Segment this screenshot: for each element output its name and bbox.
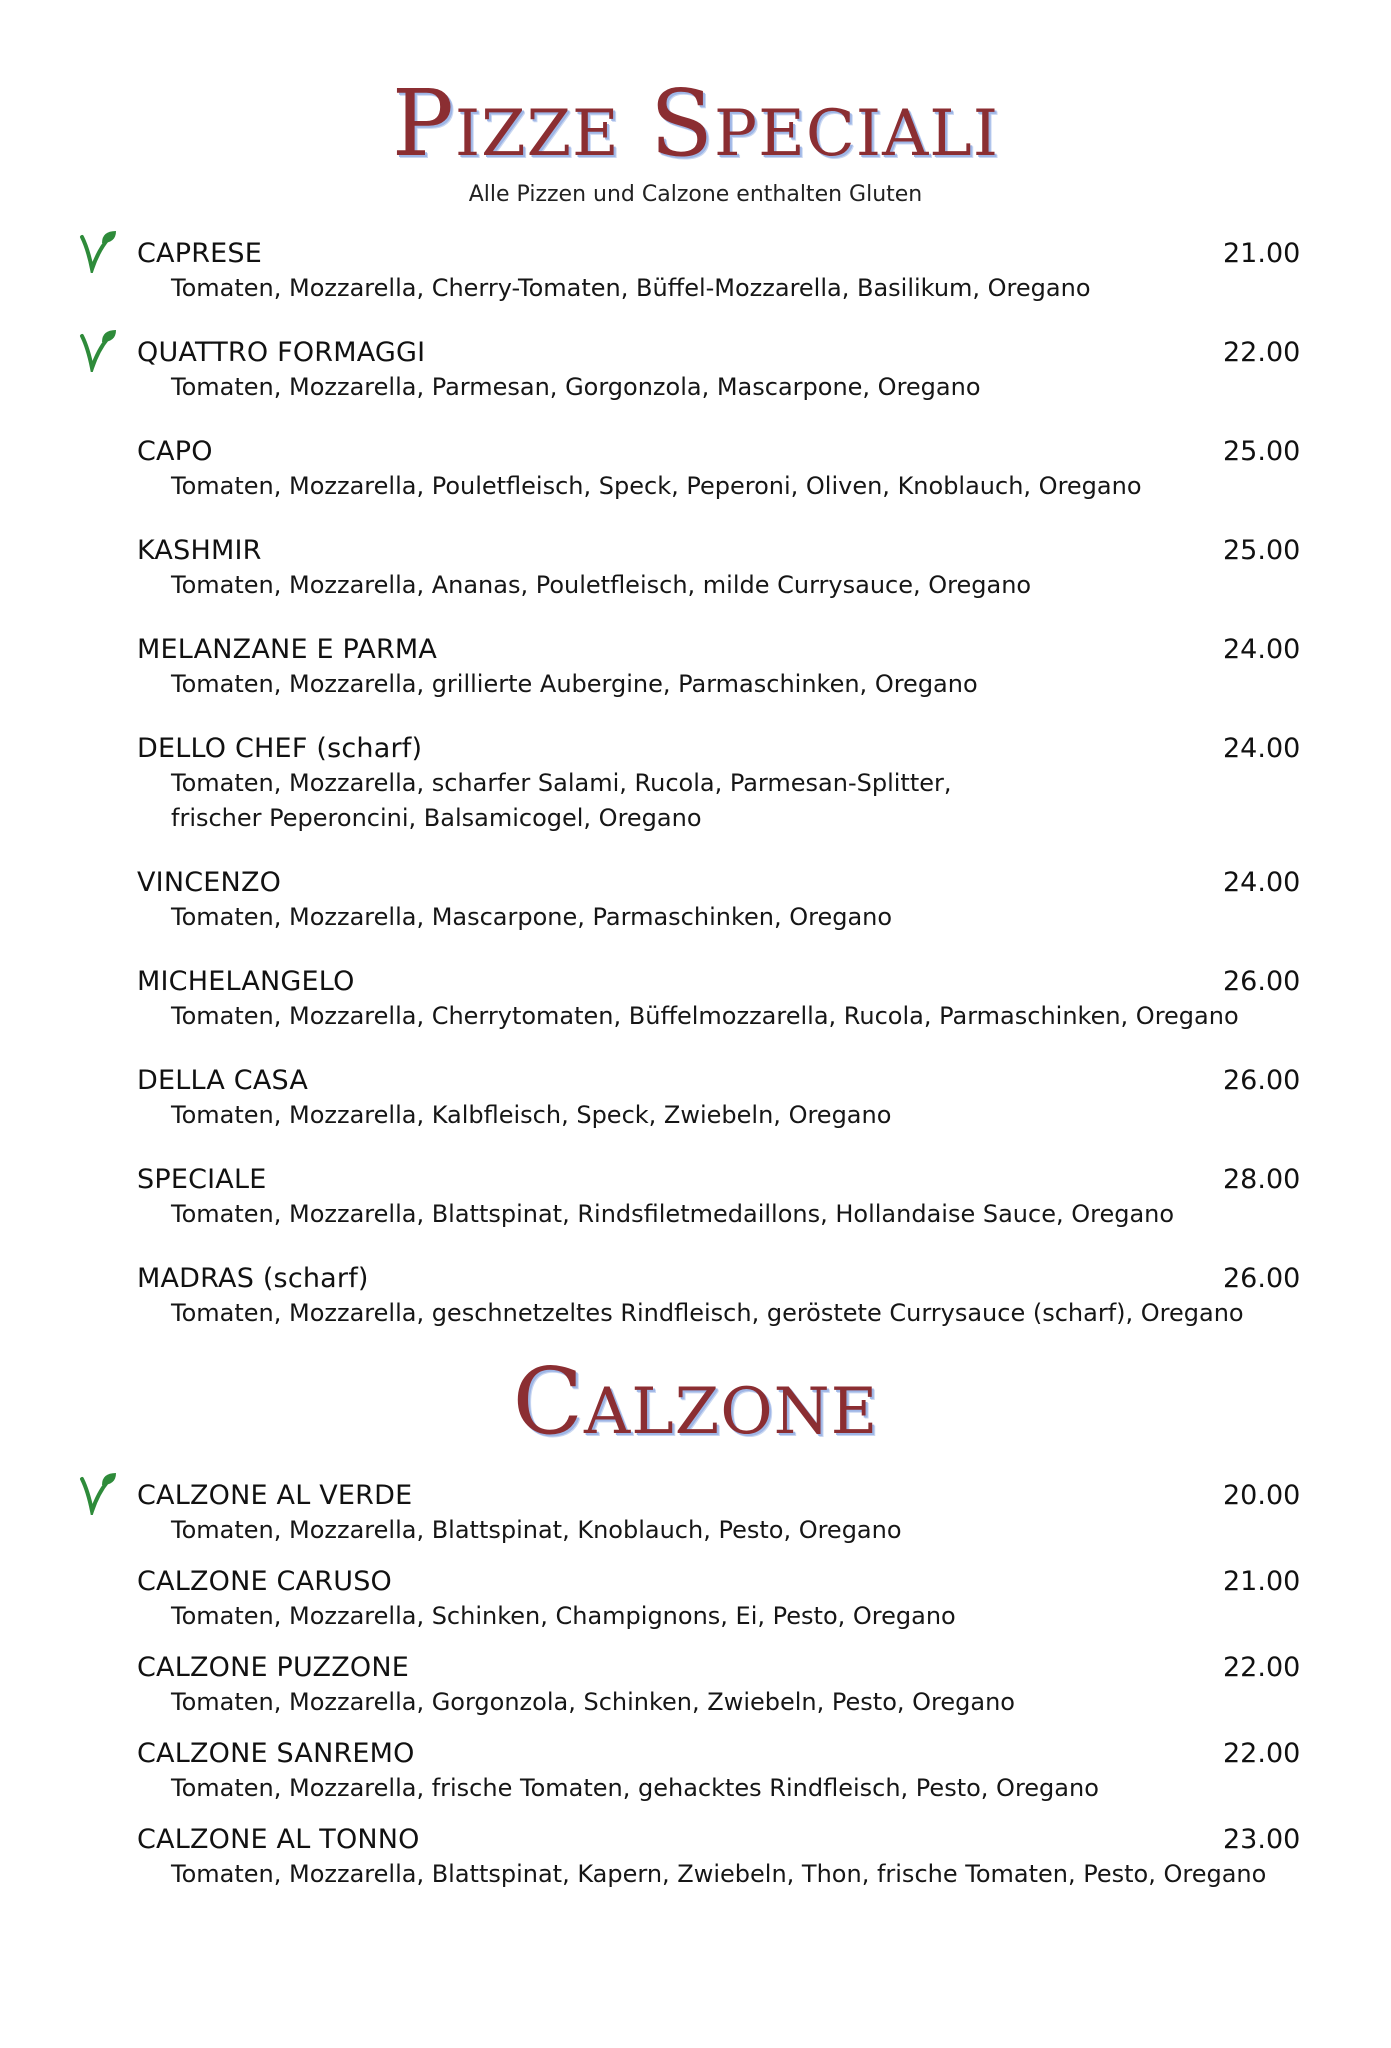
menu-item xyxy=(0,864,1391,935)
menu-item xyxy=(0,433,1391,504)
menu-item-name: MADRAS (scharf) xyxy=(137,1262,369,1294)
menu-item-price: 24.00 xyxy=(1223,866,1301,898)
menu-item-price: 20.00 xyxy=(1223,1479,1301,1511)
menu-item-price: 24.00 xyxy=(1223,732,1301,764)
menu-item xyxy=(0,730,1391,836)
menu-item xyxy=(0,1649,1391,1720)
calzone-list xyxy=(0,1477,1391,1907)
menu-item-price: 22.00 xyxy=(1223,336,1301,368)
menu-item-name: CALZONE PUZZONE xyxy=(137,1651,410,1683)
menu-item-name: DELLO CHEF (scharf) xyxy=(137,732,423,764)
gluten-notice: Alle Pizzen und Calzone enthalten Gluten xyxy=(468,182,923,207)
menu-item-name: KASHMIR xyxy=(137,534,262,566)
menu-item-price: 26.00 xyxy=(1223,1064,1301,1096)
menu-item-name: MELANZANE E PARMA xyxy=(137,633,438,665)
menu-item-name: CALZONE AL VERDE xyxy=(137,1479,413,1511)
menu-item xyxy=(0,1062,1391,1133)
menu-item xyxy=(0,1735,1391,1806)
menu-item-name: CALZONE SANREMO xyxy=(137,1737,415,1769)
menu-item-ingredients: Tomaten, Mozzarella, Kalbfleisch, Speck, Zwiebeln, Oregano xyxy=(171,1101,892,1129)
menu-item xyxy=(0,1563,1391,1634)
section-title-pizze-speciali: Pizze Speciali xyxy=(391,70,1000,177)
menu-item xyxy=(0,532,1391,603)
vegetarian-leaf-icon xyxy=(78,328,118,372)
menu-item-name: QUATTRO FORMAGGI xyxy=(137,336,426,368)
menu-item-ingredients: Tomaten, Mozzarella, geschnetzeltes Rindfleisch, geröstete Currysauce (scharf), Oregano xyxy=(171,1299,1244,1327)
menu-item-name: VINCENZO xyxy=(137,866,282,898)
menu-item-ingredients: Tomaten, Mozzarella, frische Tomaten, gehacktes Rindfleisch, Pesto, Oregano xyxy=(171,1774,1099,1802)
menu-item xyxy=(0,235,1391,306)
menu-item-name: CALZONE CARUSO xyxy=(137,1565,392,1597)
menu-item-ingredients: Tomaten, Mozzarella, Blattspinat, Rindsfiletmedaillons, Hollandaise Sauce, Oregano xyxy=(171,1200,1175,1228)
menu-item-price: 21.00 xyxy=(1223,237,1301,269)
menu-item-name: CAPO xyxy=(137,435,213,467)
menu-item-ingredients: Tomaten, Mozzarella, scharfer Salami, Rucola, Parmesan-Splitter, frischer Peperoncini, Balsamicogel, Oregano xyxy=(171,769,952,832)
menu-item-name: DELLA CASA xyxy=(137,1064,309,1096)
menu-item xyxy=(0,334,1391,405)
menu-item xyxy=(0,631,1391,702)
menu-item-ingredients: Tomaten, Mozzarella, Blattspinat, Knoblauch, Pesto, Oregano xyxy=(171,1516,902,1544)
menu-item-ingredients: Tomaten, Mozzarella, Cherry-Tomaten, Büffel-Mozzarella, Basilikum, Oregano xyxy=(171,274,1091,302)
menu-item-name: MICHELANGELO xyxy=(137,965,355,997)
menu-item-name: CAPRESE xyxy=(137,237,263,269)
menu-item-price: 22.00 xyxy=(1223,1651,1301,1683)
menu-item-price: 28.00 xyxy=(1223,1163,1301,1195)
pizze-speciali-list xyxy=(0,235,1391,1359)
menu-item xyxy=(0,1260,1391,1331)
menu-item-price: 25.00 xyxy=(1223,534,1301,566)
menu-item xyxy=(0,1477,1391,1548)
menu-item-name: SPECIALE xyxy=(137,1163,267,1195)
menu-item-price: 24.00 xyxy=(1223,633,1301,665)
vegetarian-leaf-icon xyxy=(78,1471,118,1515)
menu-item-price: 25.00 xyxy=(1223,435,1301,467)
menu-item xyxy=(0,1821,1391,1892)
menu-item-ingredients: Tomaten, Mozzarella, Mascarpone, Parmaschinken, Oregano xyxy=(171,903,893,931)
menu-item-price: 22.00 xyxy=(1223,1737,1301,1769)
menu-item-price: 26.00 xyxy=(1223,965,1301,997)
section-title-calzone: Calzone xyxy=(512,1348,879,1455)
menu-item-ingredients: Tomaten, Mozzarella, Gorgonzola, Schinken, Zwiebeln, Pesto, Oregano xyxy=(171,1688,1015,1716)
menu-item-ingredients: Tomaten, Mozzarella, Cherrytomaten, Büffelmozzarella, Rucola, Parmaschinken, Oregano xyxy=(171,1002,1239,1030)
menu-item-name: CALZONE AL TONNO xyxy=(137,1823,420,1855)
menu-item-ingredients: Tomaten, Mozzarella, Schinken, Champignons, Ei, Pesto, Oregano xyxy=(171,1602,956,1630)
menu-item xyxy=(0,1161,1391,1232)
menu-item xyxy=(0,963,1391,1034)
menu-item-ingredients: Tomaten, Mozzarella, Parmesan, Gorgonzola, Mascarpone, Oregano xyxy=(171,373,981,401)
menu-item-ingredients: Tomaten, Mozzarella, Pouletfleisch, Speck, Peperoni, Oliven, Knoblauch, Oregano xyxy=(171,472,1142,500)
menu-item-ingredients: Tomaten, Mozzarella, grillierte Aubergine, Parmaschinken, Oregano xyxy=(171,670,978,698)
menu-item-ingredients: Tomaten, Mozzarella, Ananas, Pouletfleisch, milde Currysauce, Oregano xyxy=(171,571,1032,599)
menu-item-price: 26.00 xyxy=(1223,1262,1301,1294)
vegetarian-leaf-icon xyxy=(78,229,118,273)
menu-item-ingredients: Tomaten, Mozzarella, Blattspinat, Kapern, Zwiebeln, Thon, frische Tomaten, Pesto, Oregano xyxy=(171,1860,1267,1888)
menu-item-price: 23.00 xyxy=(1223,1823,1301,1855)
menu-item-price: 21.00 xyxy=(1223,1565,1301,1597)
